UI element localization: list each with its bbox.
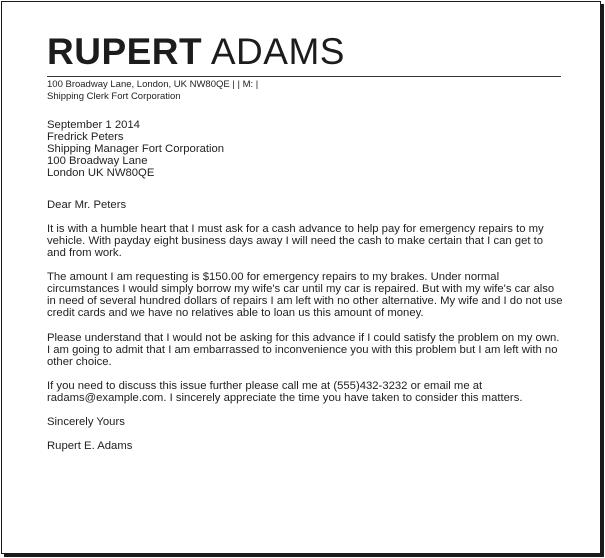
letter-page [1,1,601,554]
letter-content [47,32,567,452]
sender-title: Shipping Clerk Fort Corporation [47,91,181,102]
body-paragraph-2: The amount I am requesting is $150.00 for emergency repairs to my brakes. Under normal circumstances I would simply borrow my wife's car until my car is repaired. But with my wife's car also in need of several hundred dollars of repairs I am left with no other alternative. My wife and I do not use credit cards and we have no relatives able to loan us this amount of money. [47,271,563,319]
sender-address: 100 Broadway Lane, London, UK NW80QE | | M: | [47,79,259,90]
signature-name: Rupert E. Adams [47,440,133,452]
last-name: ADAMS [210,31,345,72]
body-paragraph-4: If you need to discuss this issue further please call me at (555)432-3232 or email me at radams@example.com. I sincerely appreciate the time you have taken to consider this matters. [47,380,523,404]
closing: Sincerely Yours [47,416,125,428]
letter-date: September 1 2014 [47,119,140,131]
recipient-city: London UK NW80QE [47,167,155,179]
letterhead-name [47,32,567,72]
body-paragraph-3: Please understand that I would not be asking for this advance if I could satisfy the problem on my own. I am going to admit that I am embarrassed to inconvenience you with this problem but I am left with no other choice. [47,332,560,368]
recipient-street: 100 Broadway Lane [47,155,148,167]
salutation: Dear Mr. Peters [47,199,127,211]
header-divider [47,76,561,77]
recipient-name: Fredrick Peters [47,131,124,143]
body-paragraph-1: It is with a humble heart that I must ask for a cash advance to help pay for emergency repairs to my vehicle. With payday eight business days away I will need the cash to make certain that I can get to and from work. [47,223,544,259]
recipient-title: Shipping Manager Fort Corporation [47,143,225,155]
first-name: RUPERT [47,31,203,72]
